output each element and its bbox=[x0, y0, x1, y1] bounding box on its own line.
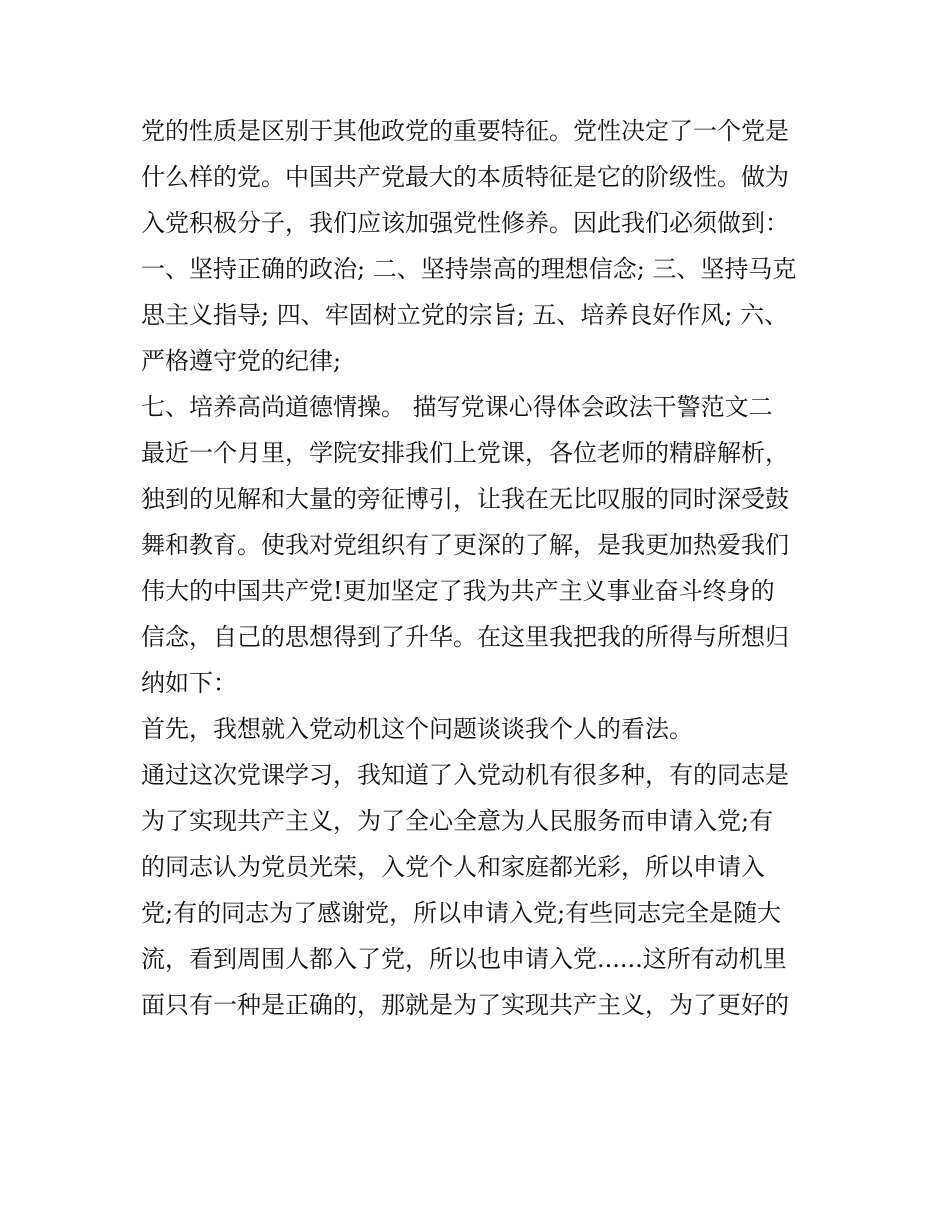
text-line: 面只有一种是正确的，那就是为了实现共产主义，为了更好的 bbox=[141, 991, 789, 1019]
text-line: 入党积极分子，我们应该加强党性修养。因此我们必须做到： bbox=[141, 209, 789, 237]
text-line: 党的性质是区别于其他政党的重要特征。党性决定了一个党是 bbox=[141, 117, 789, 145]
text-line: 什么样的党。中国共产党最大的本质特征是它的阶级性。做为 bbox=[141, 163, 789, 191]
text-line: 舞和教育。使我对党组织有了更深的了解，是我更加热爱我们 bbox=[141, 531, 789, 559]
text-line: 一、坚持正确的政治; 二、坚持崇高的理想信念; 三、坚持马克 bbox=[141, 255, 797, 283]
text-line: 为了实现共产主义，为了全心全意为人民服务而申请入党;有 bbox=[141, 807, 774, 835]
text-line: 党;有的同志为了感谢党，所以申请入党;有些同志完全是随大 bbox=[141, 899, 782, 927]
text-line: 首先，我想就入党动机这个问题谈谈我个人的看法。 bbox=[141, 715, 693, 743]
text-line: 最近一个月里，学院安排我们上党课，各位老师的精辟解析， bbox=[141, 439, 789, 467]
text-line: 纳如下： bbox=[141, 669, 237, 697]
text-line: 严格遵守党的纪律; bbox=[141, 347, 342, 375]
document-body bbox=[141, 108, 821, 1028]
text-line: 思主义指导; 四、牢固树立党的宗旨; 五、培养良好作风; 六、 bbox=[141, 301, 789, 329]
text-line: 流，看到周围人都入了党，所以也申请入党......这所有动机里 bbox=[141, 945, 787, 973]
text-line: 七、培养高尚道德情操。 描写党课心得体会政法干警范文二 bbox=[141, 393, 773, 421]
text-line: 伟大的中国共产党!更加坚定了我为共产主义事业奋斗终身的 bbox=[141, 577, 775, 605]
text-line: 通过这次党课学习，我知道了入党动机有很多种，有的同志是 bbox=[141, 761, 789, 789]
text-line: 信念，自己的思想得到了升华。在这里我把我的所得与所想归 bbox=[141, 623, 789, 651]
text-line: 的同志认为党员光荣，入党个人和家庭都光彩，所以申请入 bbox=[141, 853, 765, 881]
text-line: 独到的见解和大量的旁征博引，让我在无比叹服的同时深受鼓 bbox=[141, 485, 789, 513]
